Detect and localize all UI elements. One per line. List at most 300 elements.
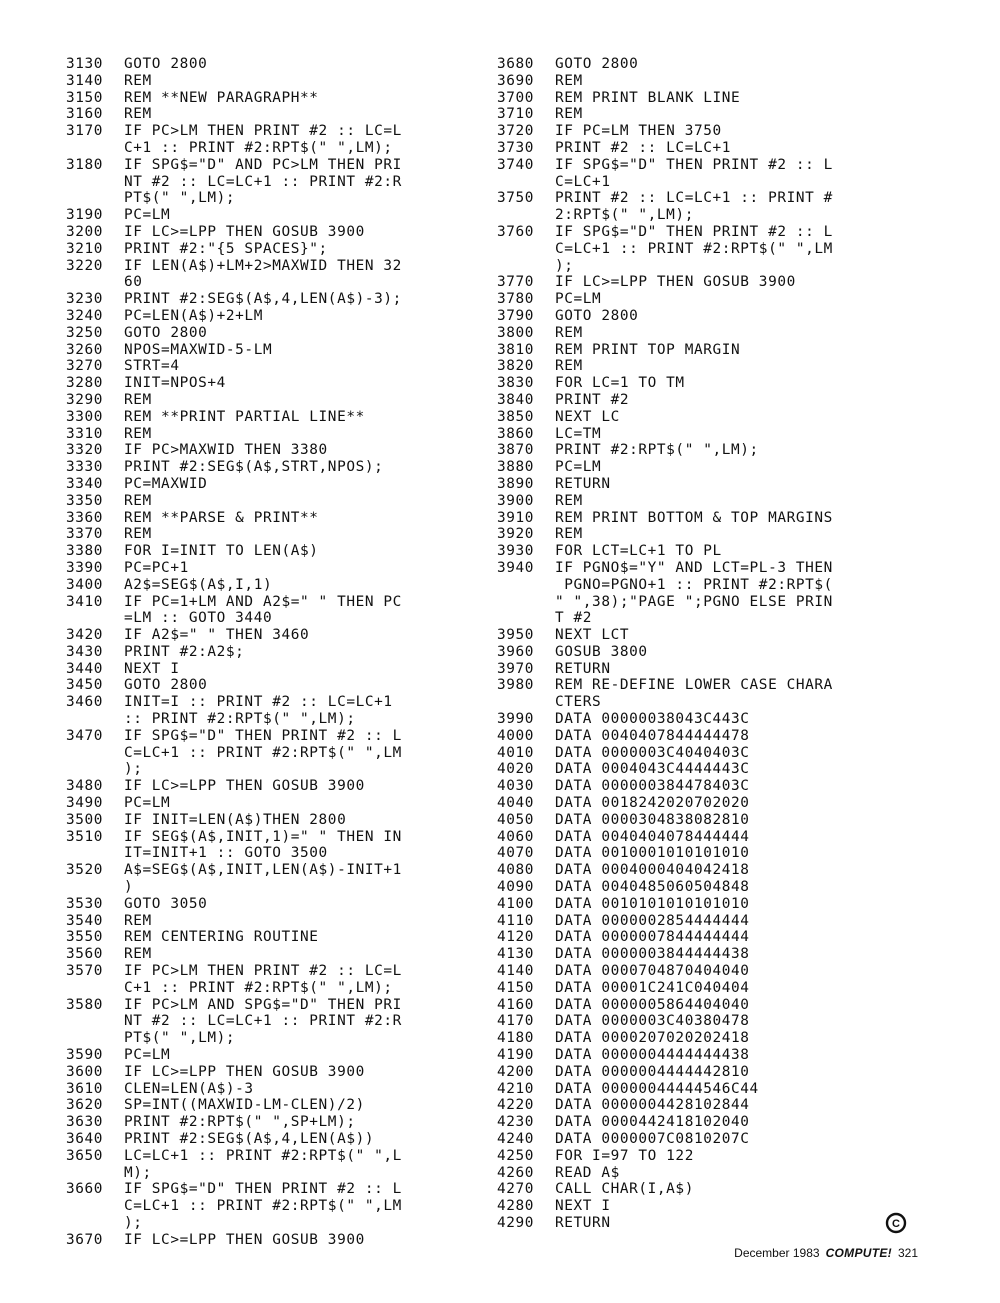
line-number: 3460 [66, 694, 104, 711]
line-number: 3190 [66, 207, 104, 224]
code-line [66, 493, 486, 510]
statement [555, 778, 917, 795]
line-number: 3510 [66, 828, 104, 845]
line-number: 3350 [66, 492, 104, 509]
line-number: 3200 [66, 223, 104, 240]
code-line [66, 459, 486, 476]
statement-text: IF PC=LM THEN 3750 [555, 123, 722, 140]
statement [124, 241, 486, 258]
statement-text: NT #2 :: LC=LC+1 :: PRINT #2:R [124, 173, 402, 190]
statement [555, 1165, 917, 1182]
line-number: 3290 [66, 391, 104, 408]
statement-text: REM [124, 946, 152, 963]
statement [555, 308, 917, 325]
line-number: 3630 [66, 1114, 104, 1131]
statement [555, 896, 917, 913]
statement [555, 106, 917, 123]
statement-text: GOTO 2800 [124, 56, 208, 72]
statement-text: DATA 00000044444546C44 [555, 1080, 759, 1097]
line-number: 3550 [66, 929, 104, 946]
statement-text: REM [124, 391, 152, 408]
statement [124, 812, 486, 829]
statement [124, 1131, 486, 1148]
code-line [497, 73, 917, 90]
magazine-name: COMPUTE! [825, 1246, 892, 1260]
statement [555, 510, 917, 527]
code-line [497, 342, 917, 359]
code-line [66, 543, 486, 560]
statement-text: REM **PRINT PARTIAL LINE** [124, 408, 365, 425]
line-number: 3330 [66, 459, 104, 476]
statement [555, 913, 917, 930]
line-number: 3770 [497, 274, 535, 291]
statement [555, 375, 917, 392]
statement-text: REM CENTERING ROUTINE [124, 929, 319, 946]
statement-text: REM [555, 324, 583, 341]
line-number: 3730 [497, 139, 535, 156]
code-line [497, 90, 917, 107]
statement [555, 644, 917, 661]
statement [124, 862, 486, 896]
statement-text: REM [555, 72, 583, 89]
statement [124, 291, 486, 308]
statement [555, 745, 917, 762]
statement [555, 845, 917, 862]
line-number: 3220 [66, 257, 104, 274]
code-line [497, 677, 917, 711]
line-number: 4090 [497, 879, 535, 896]
code-line [66, 1181, 486, 1231]
line-number: 3500 [66, 811, 104, 828]
code-line [66, 375, 486, 392]
statement [555, 493, 917, 510]
statement-text: LC=LC+1 :: PRINT #2:RPT$(" ",L [124, 1147, 402, 1164]
line-number: 3820 [497, 358, 535, 375]
line-number: 4110 [497, 912, 535, 929]
code-line [497, 224, 917, 274]
code-line [66, 1114, 486, 1131]
statement-text: PT$(" ",LM); [124, 190, 236, 207]
code-line [66, 694, 486, 728]
statement [555, 812, 917, 829]
code-line [66, 963, 486, 997]
code-line [66, 1064, 486, 1081]
statement [124, 207, 486, 224]
statement-text: IF LC>=LPP THEN GOSUB 3900 [124, 1231, 365, 1248]
line-number: 3270 [66, 358, 104, 375]
statement-text: ); [555, 257, 574, 274]
statement [555, 392, 917, 409]
line-number: 3430 [66, 643, 104, 660]
code-line [497, 1131, 917, 1148]
statement-text: NEXT I [124, 660, 180, 677]
line-number: 3710 [497, 106, 535, 123]
statement-text: PC=LM [124, 207, 171, 224]
statement-text: DATA 0000007844444444 [555, 929, 750, 946]
line-number: 3370 [66, 526, 104, 543]
statement [555, 929, 917, 946]
line-number: 4020 [497, 761, 535, 778]
statement-text: C=LC+1 [555, 173, 611, 190]
statement-text: GOTO 2800 [555, 307, 639, 324]
statement-text: IF PC>MAXWID THEN 3380 [124, 442, 328, 459]
statement [555, 90, 917, 107]
code-line [66, 308, 486, 325]
line-number: 3670 [66, 1231, 104, 1248]
statement-text: DATA 0000704870404040 [555, 963, 750, 980]
code-line [497, 358, 917, 375]
line-number: 3360 [66, 509, 104, 526]
statement [555, 1097, 917, 1114]
statement [124, 661, 486, 678]
statement [124, 325, 486, 342]
statement [124, 358, 486, 375]
statement-text: PRINT #2:SEG$(A$,4,LEN(A$)) [124, 1131, 375, 1147]
line-number: 3470 [66, 727, 104, 744]
statement [124, 258, 486, 292]
statement [124, 73, 486, 90]
line-number: 4230 [497, 1114, 535, 1131]
statement-text: T #2 [555, 610, 593, 627]
code-line [66, 123, 486, 157]
statement-text: SP=INT((MAXWID-LM-CLEN)/2) [124, 1097, 365, 1114]
line-number: 3400 [66, 576, 104, 593]
statement-text: FOR LCT=LC+1 TO PL [555, 543, 722, 560]
line-number: 3240 [66, 307, 104, 324]
line-number: 3650 [66, 1147, 104, 1164]
code-line [497, 829, 917, 846]
statement [124, 778, 486, 795]
code-line [66, 325, 486, 342]
code-line [497, 896, 917, 913]
statement-text: IF PC>LM THEN PRINT #2 :: LC=L [124, 123, 402, 140]
code-line [66, 577, 486, 594]
statement [555, 963, 917, 980]
statement [555, 1114, 917, 1131]
statement-text: PRINT #2:"{5 SPACES}"; [124, 240, 328, 257]
statement-text: FOR I=97 TO 122 [555, 1147, 694, 1164]
statement [124, 577, 486, 594]
statement-text: PC=PC+1 [124, 559, 189, 576]
statement-text: GOTO 2800 [124, 324, 208, 341]
statement-text: DATA 0010101010101010 [555, 895, 750, 912]
code-line [497, 728, 917, 745]
statement-text: NEXT LC [555, 408, 620, 425]
code-line [66, 997, 486, 1047]
statement-text: IF SPG$="D" THEN PRINT #2 :: L [555, 223, 833, 240]
code-line [66, 207, 486, 224]
statement-text: REM [555, 526, 583, 543]
end-mark-letter: C [892, 1218, 900, 1231]
line-number: 3830 [497, 375, 535, 392]
statement-text: PT$(" ",LM); [124, 1030, 236, 1047]
statement [555, 358, 917, 375]
listing-left-column [66, 56, 486, 1249]
line-number: 4280 [497, 1198, 535, 1215]
code-line [497, 913, 917, 930]
statement [555, 526, 917, 543]
line-number: 3760 [497, 223, 535, 240]
statement-text: PC=LM [555, 459, 602, 476]
line-number: 3230 [66, 291, 104, 308]
line-number: 4170 [497, 1013, 535, 1030]
statement [124, 459, 486, 476]
statement-text: NPOS=MAXWID-5-LM [124, 341, 273, 358]
statement-text: IF LC>=LPP THEN GOSUB 3900 [124, 223, 365, 240]
statement [555, 476, 917, 493]
statement-text: NEXT I [555, 1198, 611, 1215]
statement [124, 224, 486, 241]
statement [555, 946, 917, 963]
statement [124, 1097, 486, 1114]
statement [124, 946, 486, 963]
code-line [497, 980, 917, 997]
line-number: 4200 [497, 1063, 535, 1080]
statement [555, 1030, 917, 1047]
statement [555, 73, 917, 90]
statement-text: IF SPG$="D" AND PC>LM THEN PRI [124, 156, 402, 173]
code-line [66, 1097, 486, 1114]
statement-text: PC=LEN(A$)+2+LM [124, 307, 263, 324]
statement-text: REM PRINT TOP MARGIN [555, 341, 741, 358]
statement [555, 157, 917, 191]
page-number: 321 [897, 1246, 918, 1260]
line-number: 3880 [497, 459, 535, 476]
line-number: 3920 [497, 526, 535, 543]
code-line [497, 442, 917, 459]
statement-text: CLEN=LEN(A$)-3 [124, 1080, 254, 1097]
code-line [497, 997, 917, 1014]
statement [555, 1013, 917, 1030]
code-line [497, 711, 917, 728]
statement [555, 123, 917, 140]
line-number: 4250 [497, 1147, 535, 1164]
line-number: 3640 [66, 1131, 104, 1147]
code-line [66, 90, 486, 107]
line-number: 3870 [497, 442, 535, 459]
statement-text: C+1 :: PRINT #2:RPT$(" ",LM); [124, 139, 393, 156]
statement-text: IT=INIT+1 :: GOTO 3500 [124, 845, 328, 862]
page-footer [734, 1246, 918, 1260]
statement [555, 862, 917, 879]
statement-text: DATA 0000003C40380478 [555, 1013, 750, 1030]
line-number: 4120 [497, 929, 535, 946]
line-number: 4190 [497, 1047, 535, 1064]
line-number: 4060 [497, 828, 535, 845]
statement-text: DATA 0004043C4444443C [555, 761, 750, 778]
code-line [66, 510, 486, 527]
statement [555, 1198, 917, 1215]
code-line [66, 157, 486, 207]
code-line [497, 812, 917, 829]
line-number: 3540 [66, 912, 104, 929]
statement-text: GOTO 2800 [555, 56, 639, 72]
statement-text: IF PC=1+LM AND A2$=" " THEN PC [124, 593, 402, 610]
line-number: 3300 [66, 408, 104, 425]
statement-text: IF SPG$="D" THEN PRINT #2 :: L [124, 1181, 402, 1198]
code-line [66, 409, 486, 426]
code-line [497, 325, 917, 342]
code-line [497, 1013, 917, 1030]
statement-text: FOR I=INIT TO LEN(A$) [124, 543, 319, 560]
statement-text: PC=LM [124, 795, 171, 812]
line-number: 4240 [497, 1131, 535, 1147]
statement [124, 442, 486, 459]
code-line [66, 241, 486, 258]
statement [555, 1047, 917, 1064]
line-number: 3950 [497, 627, 535, 644]
code-line [497, 291, 917, 308]
code-line [497, 560, 917, 627]
line-number: 3390 [66, 559, 104, 576]
code-line [66, 56, 486, 73]
line-number: 3620 [66, 1097, 104, 1114]
code-line [497, 963, 917, 980]
statement-text: GOSUB 3800 [555, 643, 648, 660]
code-line [66, 661, 486, 678]
statement [555, 442, 917, 459]
statement [124, 997, 486, 1047]
code-line [497, 1198, 917, 1215]
code-line [497, 157, 917, 191]
statement-text: C=LC+1 :: PRINT #2:RPT$(" ",LM [555, 240, 833, 257]
code-line [66, 778, 486, 795]
statement [124, 493, 486, 510]
statement [555, 543, 917, 560]
statement [555, 795, 917, 812]
statement-text: DATA 0000007C0810207C [555, 1131, 750, 1147]
statement [124, 963, 486, 997]
code-line [66, 862, 486, 896]
code-line [66, 106, 486, 123]
statement-text: DATA 0000005864404040 [555, 996, 750, 1013]
code-line [66, 1232, 486, 1249]
statement-text: DATA 0000004444442810 [555, 1063, 750, 1080]
code-line [497, 778, 917, 795]
code-line [497, 190, 917, 224]
statement-text: STRT=4 [124, 358, 180, 375]
statement-text: PC=LM [555, 291, 602, 308]
code-line [66, 560, 486, 577]
statement-text: REM RE-DEFINE LOWER CASE CHARA [555, 677, 833, 694]
statement-text: REM [124, 912, 152, 929]
statement [555, 426, 917, 443]
statement-text: LC=TM [555, 425, 602, 442]
statement-text: DATA 0000304838082810 [555, 811, 750, 828]
statement-text: RETURN [555, 475, 611, 492]
statement [555, 1081, 917, 1098]
statement [124, 929, 486, 946]
code-line [66, 594, 486, 628]
line-number: 3580 [66, 996, 104, 1013]
statement [555, 1215, 917, 1232]
line-number: 4150 [497, 979, 535, 996]
statement-text: C=LC+1 :: PRINT #2:RPT$(" ",LM [124, 1198, 402, 1215]
code-line [497, 879, 917, 896]
code-line [497, 795, 917, 812]
statement [555, 560, 917, 627]
statement-text: IF LC>=LPP THEN GOSUB 3900 [124, 1063, 365, 1080]
statement-text: PRINT #2:RPT$(" ",SP+LM); [124, 1114, 356, 1131]
statement-text: NT #2 :: LC=LC+1 :: PRINT #2:R [124, 1013, 402, 1030]
statement-text: REM [555, 358, 583, 375]
code-line [497, 274, 917, 291]
code-line [497, 644, 917, 661]
statement-text: DATA 0040485060504848 [555, 879, 750, 896]
statement [124, 409, 486, 426]
line-number: 4130 [497, 946, 535, 963]
statement-text: DATA 0000004428102844 [555, 1097, 750, 1114]
statement [124, 342, 486, 359]
line-number: 3750 [497, 190, 535, 207]
code-line [497, 1114, 917, 1131]
code-line [497, 543, 917, 560]
statement-text: PRINT #2:SEG$(A$,STRT,NPOS); [124, 459, 384, 476]
line-number: 3480 [66, 778, 104, 795]
statement [555, 342, 917, 359]
line-number: 3930 [497, 543, 535, 560]
statement [555, 997, 917, 1014]
line-number: 3340 [66, 475, 104, 492]
code-line [497, 409, 917, 426]
statement [124, 1148, 486, 1182]
statement-text: REM [555, 106, 583, 123]
line-number: 3450 [66, 677, 104, 694]
statement-text: DATA 0040407844444478 [555, 727, 750, 744]
statement-text: PRINT #2:SEG$(A$,4,LEN(A$)-3); [124, 291, 402, 308]
statement-text: REM [124, 106, 152, 123]
statement-text: DATA 0000004444444438 [555, 1047, 750, 1064]
line-number: 3690 [497, 72, 535, 89]
line-number: 3160 [66, 106, 104, 123]
statement [124, 56, 486, 73]
statement [124, 913, 486, 930]
statement [555, 829, 917, 846]
statement [124, 1181, 486, 1231]
statement-text: PRINT #2 [555, 391, 630, 408]
statement-text: ) [124, 879, 134, 896]
line-number: 3320 [66, 442, 104, 459]
line-number: 3960 [497, 643, 535, 660]
code-line [66, 442, 486, 459]
line-number: 3590 [66, 1047, 104, 1064]
code-line [66, 1047, 486, 1064]
statement [555, 459, 917, 476]
statement-text: DATA 0000207020202418 [555, 1030, 750, 1047]
code-line [497, 1165, 917, 1182]
issue-date: December 1983 [734, 1246, 820, 1260]
statement [555, 1181, 917, 1198]
code-line [66, 73, 486, 90]
statement [555, 627, 917, 644]
code-line [497, 1215, 917, 1232]
code-line [497, 493, 917, 510]
statement [124, 1232, 486, 1249]
statement-text: IF SPG$="D" THEN PRINT #2 :: L [124, 727, 402, 744]
line-number: 3800 [497, 324, 535, 341]
statement [555, 879, 917, 896]
statement [555, 661, 917, 678]
statement-text: ); [124, 761, 143, 778]
line-number: 3410 [66, 593, 104, 610]
line-number: 3720 [497, 123, 535, 140]
statement-text: REM PRINT BOTTOM & TOP MARGINS [555, 509, 833, 526]
statement-text: PRINT #2:RPT$(" ",LM); [555, 442, 759, 459]
line-number: 3310 [66, 425, 104, 442]
statement [124, 1114, 486, 1131]
statement-text: DATA 0000003C4040403C [555, 744, 750, 761]
statement-text: DATA 0040404078444444 [555, 828, 750, 845]
